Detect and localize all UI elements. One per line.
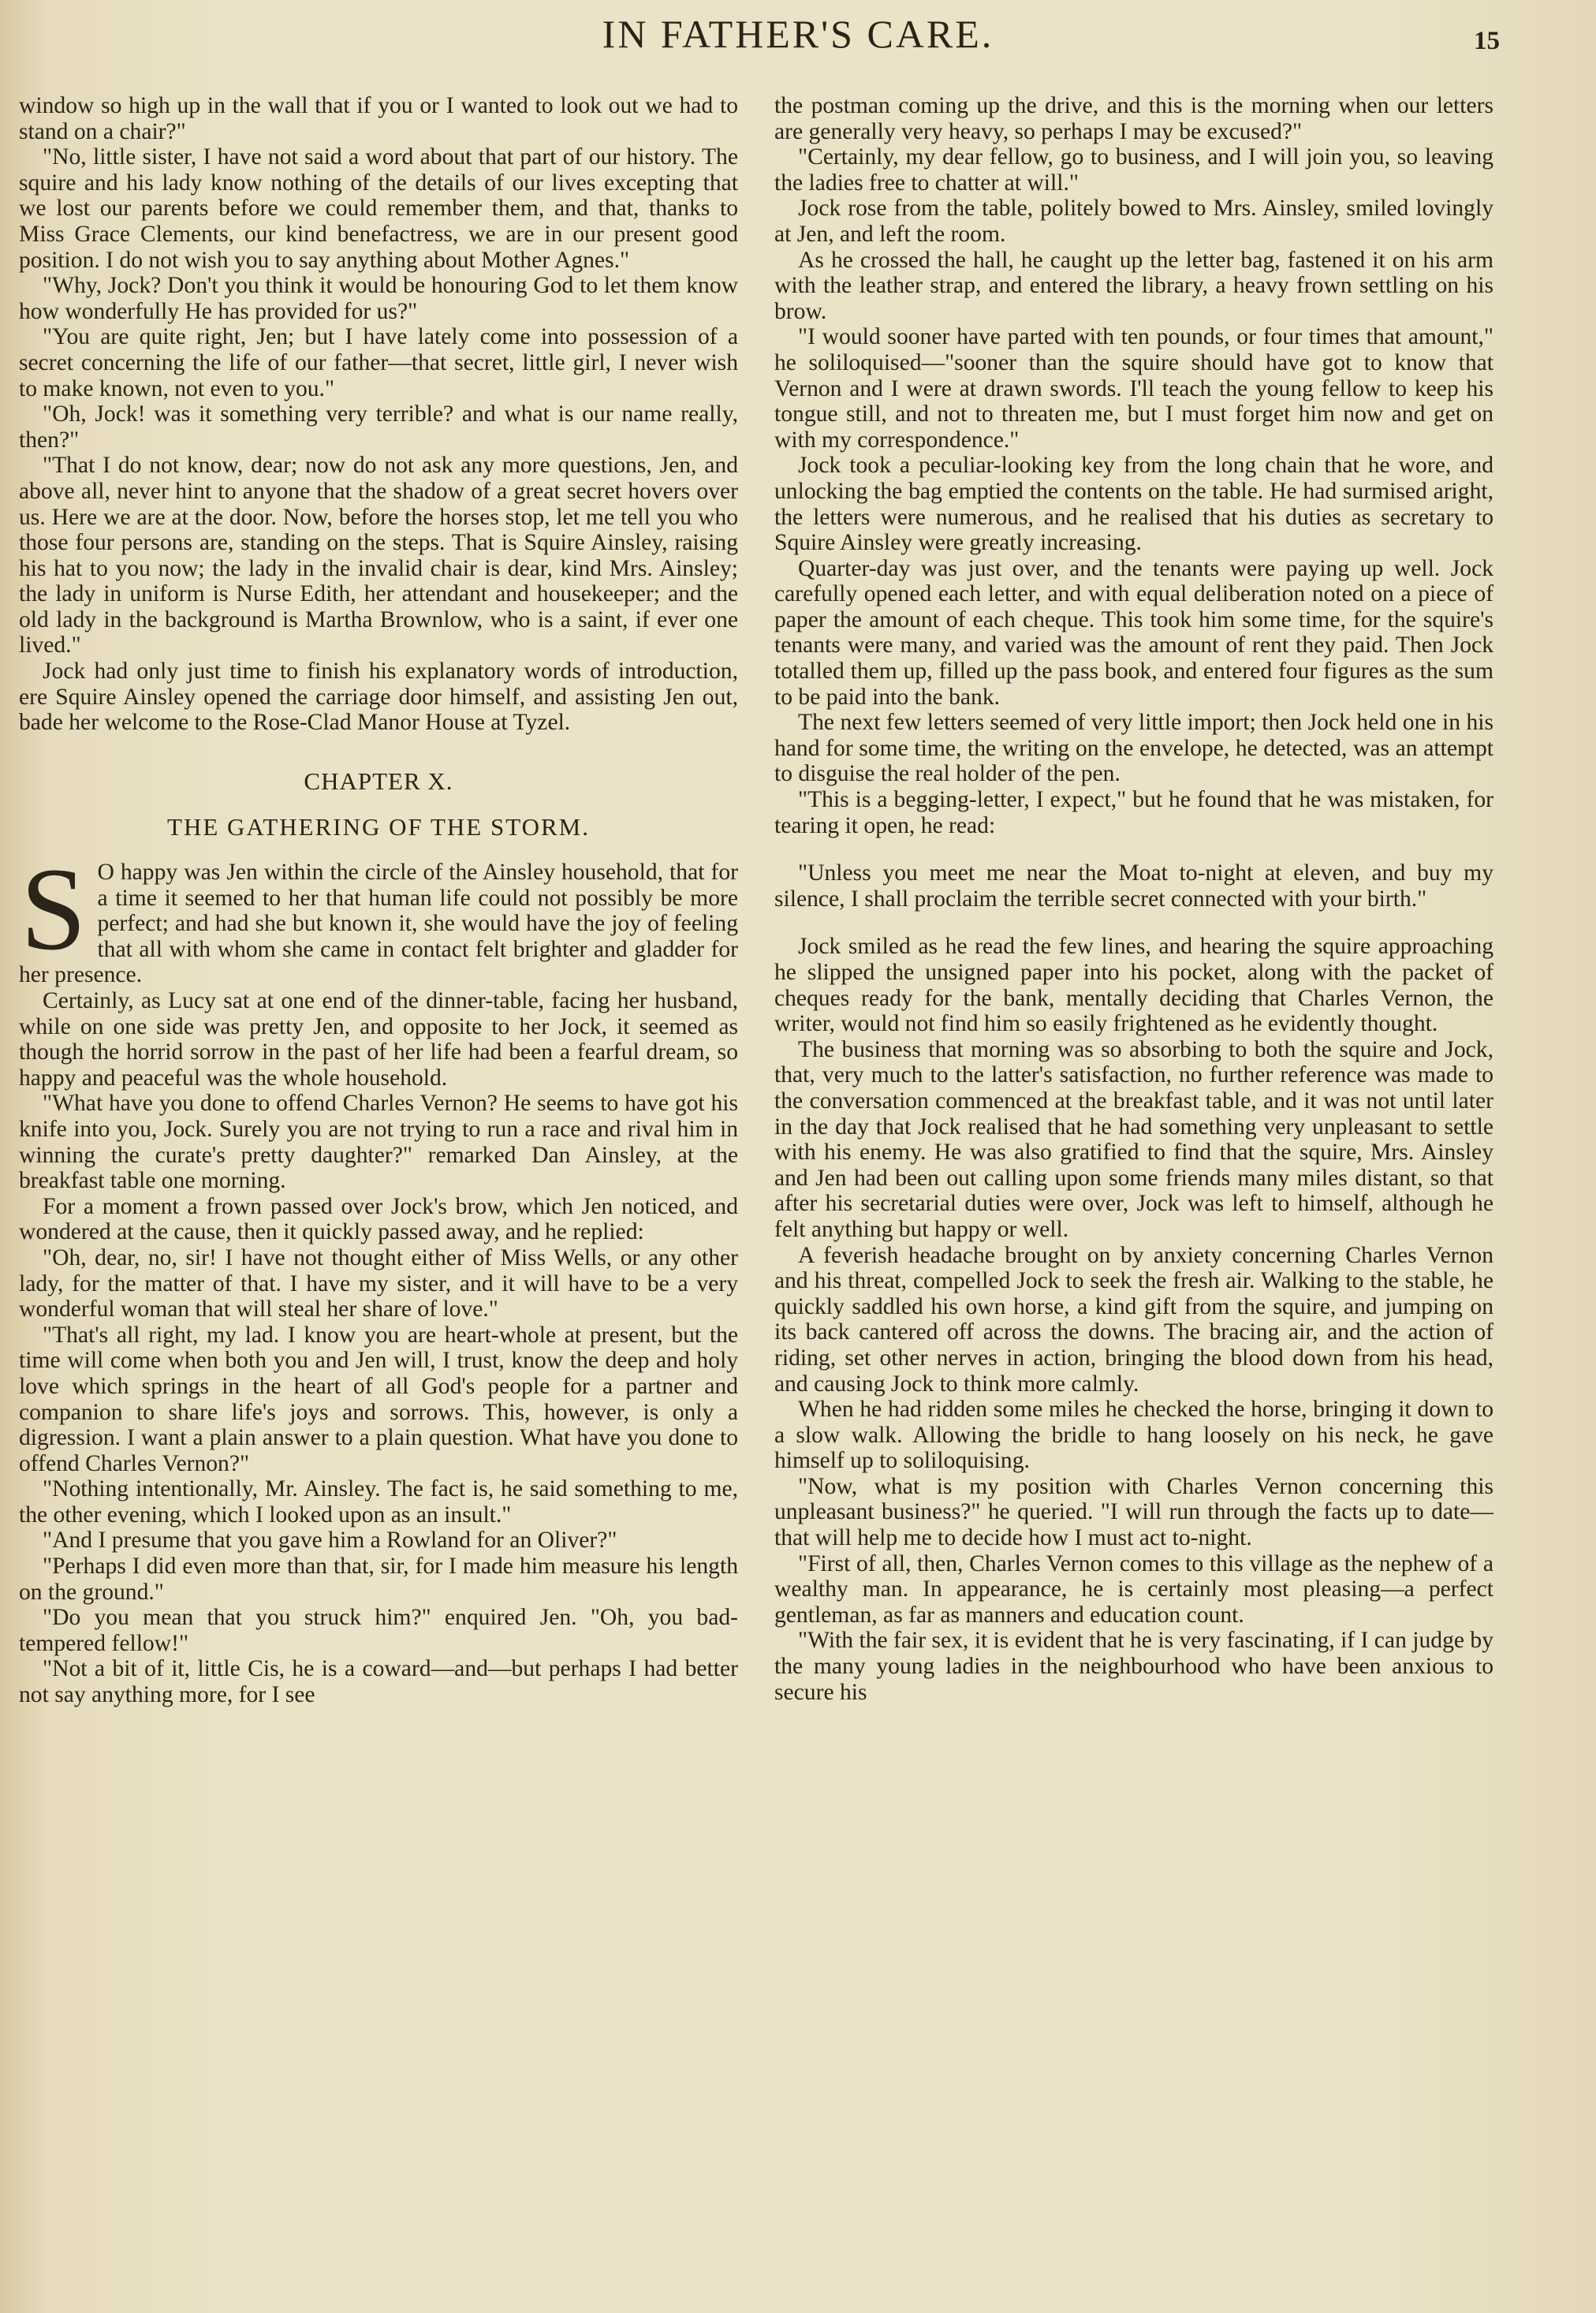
paragraph: "You are quite right, Jen; but I have lately come into possession of a secret concerning the life of our father—that secret, little girl, I never wish to make known, not even to you."	[19, 324, 738, 401]
paragraph: The business that morning was so absorbing to both the squire and Jock, that, very much to the latter's satisfaction, no further reference was made to the conversation commenced at the breakfast table, and it was not until later in the day that Jock realised that he had something very unpleasant to settle with his enemy. He was also gratified to find that the squire, Mrs. Ainsley and Jen had been out calling upon some friends many miles distant, so that after his secretarial duties were over, Jock was left to himself, although he felt anything but happy or well.	[774, 1036, 1493, 1242]
paragraph: A feverish headache brought on by anxiety concerning Charles Vernon and his threat, compelled Jock to seek the fresh air. Walking to the stable, he quickly saddled his own horse, a kind gift from the squire, and jumping on its back cantered off across the downs. The bracing air, and the action of riding, set other nerves in action, bringing the blood down from his head, and causing Jock to think more calmly.	[774, 1242, 1493, 1397]
paragraph: "Perhaps I did even more than that, sir, for I made him measure his length on the ground."	[19, 1554, 738, 1605]
opening-paragraph	[19, 844, 738, 988]
paragraph: "Now, what is my position with Charles Vernon concerning this unpleasant business?" he queried. "I will run through the facts up to date—that will help me to decide how I must act to-night.	[774, 1473, 1493, 1551]
paragraph: "Certainly, my dear fellow, go to business, and I will join you, so leaving the ladies free to chatter at will."	[774, 144, 1493, 196]
chapter-title: THE GATHERING OF THE STORM.	[167, 813, 590, 841]
paragraph: Jock smiled as he read the few lines, and hearing the squire approaching he slipped the unsigned paper into his pocket, along with the packet of cheques ready for the bank, mentally deciding that Charles Vernon, the writer, would not find him so easily frightened as he evidently thought.	[774, 934, 1493, 1037]
paragraph: As he crossed the hall, he caught up the letter bag, fastened it on his arm with the leather strap, and entered the library, a heavy frown settling on his brow.	[774, 247, 1493, 324]
chapter-number: CHAPTER X.	[304, 767, 453, 795]
paragraph: "Why, Jock? Don't you think it would be honouring God to let them know how wonderfully He has provided for us?"	[19, 273, 738, 324]
paragraph: The next few letters seemed of very little import; then Jock held one in his hand for some time, the writing on the envelope, he detected, was an attempt to disguise the real holder of the pen.	[774, 710, 1493, 787]
paragraph: Jock took a peculiar-looking key from the long chain that he wore, and unlocking the bag emptied the contents on the table. He had surmised aright, the letters were numerous, and he realised that his duties as secretary to Squire Ainsley were greatly increasing.	[774, 453, 1493, 556]
paragraph: "With the fair sex, it is evident that he is very fascinating, if I can judge by the many young ladies in the neighbourhood who have been anxious to secure his	[774, 1628, 1494, 1705]
paragraph: window so high up in the wall that if you or I wanted to look out we had to stand on a chair?"	[19, 93, 738, 144]
paragraph: "What have you done to offend Charles Vernon? He seems to have got his knife into you, Jock. Surely you are not trying to run a race and rival him in winning the curate's pretty daughter?" remarked Dan Ainsley, at the breakfast table one morning.	[19, 1091, 738, 1194]
paragraph: Jock rose from the table, politely bowed to Mrs. Ainsley, smiled lovingly at Jen, and left the room.	[774, 196, 1493, 247]
left-column	[19, 93, 738, 1708]
paragraph: Certainly, as Lucy sat at one end of the dinner-table, facing her husband, while on one side was pretty Jen, and opposite to her Jock, it seemed as though the horrid sorrow in the past of her life had been a fearful dream, so happy and peaceful was the whole household.	[19, 988, 738, 1091]
running-title: IN FATHER'S CARE.	[602, 12, 994, 56]
paragraph: "No, little sister, I have not said a word about that part of our history. The squire and his lady know nothing of the details of our lives excepting that we lost our parents before we could remember them, and that, thanks to Miss Grace Clements, our kind benefactress, we are in our present good position. I do not wish you to say anything about Mother Agnes."	[19, 144, 738, 273]
paragraph: Jock had only just time to finish his explanatory words of introduction, ere Squire Ainsley opened the carriage door himself, and assisting Jen out, bade her welcome to the Rose-Clad Manor House at Tyzel.	[19, 658, 738, 736]
paragraph: Quarter-day was just over, and the tenants were paying up well. Jock carefully opened each letter, and with equal deliberation noted on a piece of paper the amount of each cheque. This took him some time, for the squire's tenants were many, and varied was the amount of rent they paid. Then Jock totalled them up, filled up the pass book, and entered four figures as the sum to be paid into the bank.	[774, 555, 1493, 710]
paragraph: "That I do not know, dear; now do not ask any more questions, Jen, and above all, never hint to anyone that the shadow of a great secret hovers over us. Here we are at the door. Now, before the horses stop, let me tell you who those four persons are, standing on the steps. That is Squire Ainsley, raising his hat to you now; the lady in the invalid chair is dear, kind Mrs. Ainsley; the lady in uniform is Nurse Edith, her attendant and housekeeper; and the old lady in the background is Martha Brownlow, who is a saint, if ever one lived."	[19, 453, 738, 658]
paragraph: When he had ridden some miles he checked the horse, bringing it down to a slow walk. Allowing the bridle to hang loosely on his neck, he gave himself up to soliloquising.	[774, 1397, 1493, 1474]
paragraph: For a moment a frown passed over Jock's brow, which Jen noticed, and wondered at the cause, then it quickly passed away, and he replied:	[19, 1193, 738, 1245]
paragraph: the postman coming up the drive, and this is the morning when our letters are generally very heavy, so perhaps I may be excused?"	[774, 93, 1493, 144]
paragraph: "That's all right, my lad. I know you are heart-whole at present, but the time will come when both you and Jen will, I trust, know the deep and holy love which springs in the heart of all God's people for a partner and companion to share life's joys and sorrows. This, however, is only a digression. I want a plain answer to a plain question. What have you done to offend Charles Vernon?"	[19, 1322, 738, 1476]
paragraph: "Not a bit of it, little Cis, he is a coward—and—but perhaps I had better not say anything more, for I see	[19, 1656, 738, 1708]
paragraph: "And I presume that you gave him a Rowland for an Oliver?"	[43, 1528, 617, 1554]
page-number: 15	[1474, 27, 1500, 55]
paragraph: "Oh, dear, no, sir! I have not thought either of Miss Wells, or any other lady, for the matter of that. I have my sister, and it will have to be a very wonderful woman that will steal her share of love."	[19, 1244, 738, 1323]
quoted-letter: "Unless you meet me near the Moat to-night at eleven, and buy my silence, I shall proclaim the terrible secret connected with your birth."	[774, 860, 1493, 912]
paragraph: "Nothing intentionally, Mr. Ainsley. The fact is, he said something to me, the other evening, which I looked upon as an insult."	[19, 1476, 738, 1528]
opening-paragraph-text: O happy was Jen within the circle of the Ainsley household, that for a time it seemed to her that human life could not possibly be more perfect; and had she but known it, she would have the joy of feeling that all with whom she came in contact felt brighter and gladder for her presence.	[19, 860, 738, 988]
paragraph: "First of all, then, Charles Vernon comes to this village as the nephew of a wealthy man. In appearance, he is certainly most pleasing—a perfect gentleman, as far as manners and education count.	[774, 1550, 1493, 1628]
paragraph: "Oh, Jock! was it something very terrible? and what is our name really, then?"	[19, 401, 738, 453]
paragraph: "Do you mean that you struck him?" enquired Jen. "Oh, you bad-tempered fellow!"	[19, 1605, 738, 1656]
paragraph: "I would sooner have parted with ten pounds, or four times that amount," he soliloquised—"sooner than the squire should have got to know that Vernon and I were at drawn swords. I'll teach the young fellow to keep his tongue still, and not to threaten me, but I must forget him now and get on with my correspondence."	[774, 324, 1493, 453]
drop-cap: S	[21, 844, 87, 976]
paragraph: "This is a begging-letter, I expect," but he found that he was mistaken, for tearing it open, he read:	[774, 787, 1493, 838]
right-column	[774, 93, 1493, 1705]
